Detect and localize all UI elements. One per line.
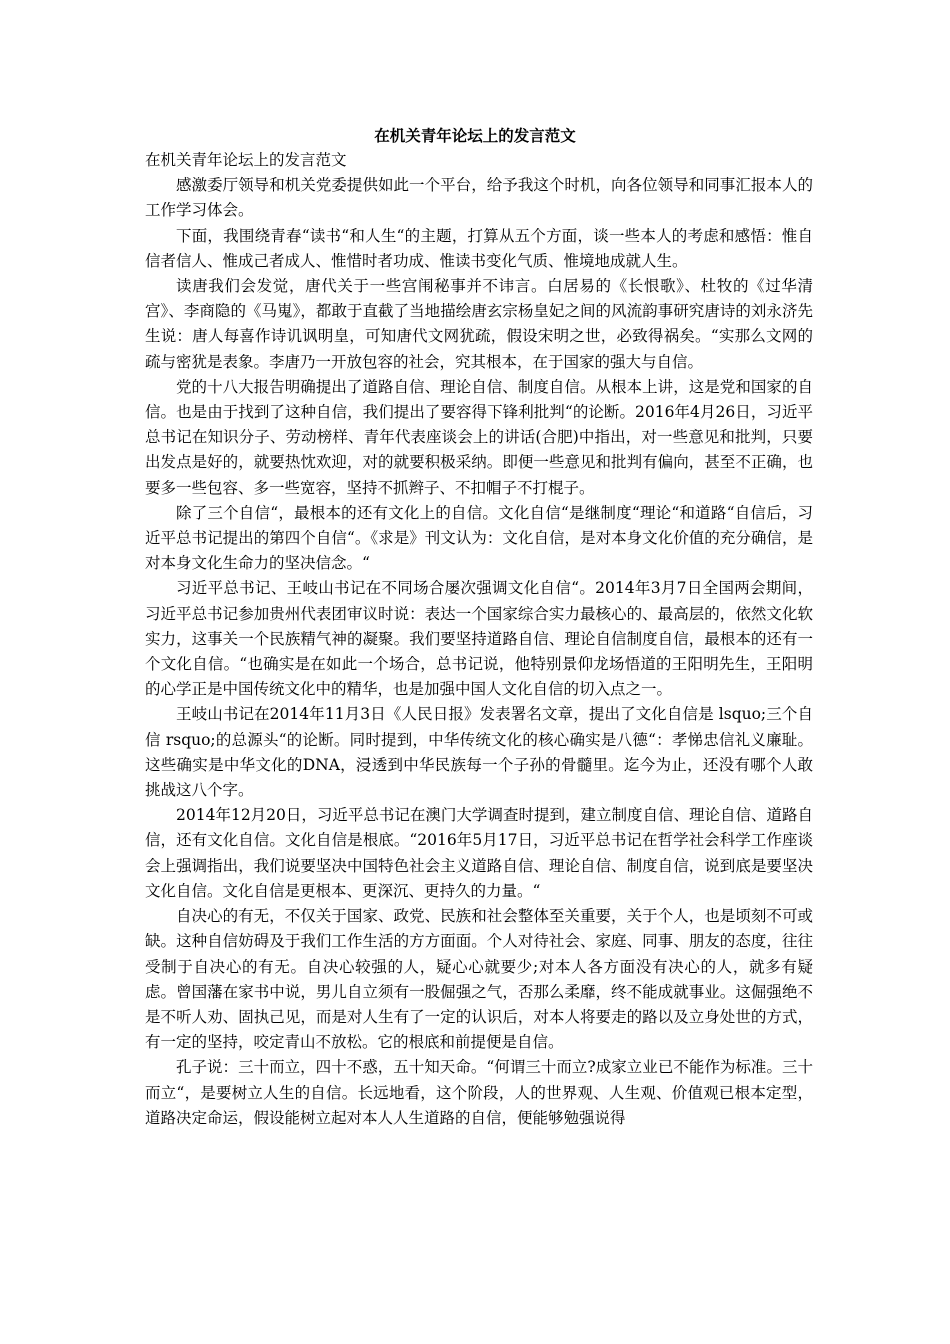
paragraph: 王岐山书记在2014年11月3日《人民日报》发表署名文章，提出了文化自信是 lsquo;三个自信 rsquo;的总源头“的论断。同时提到，中华传统文化的核心确实是八德“：孝悌忠信礼义廉耻。这些确实是中华文化的DNA，浸透到中华民族每一个子孙的骨髓里。迄今为止，还没有哪个人敢挑战这八个字。: [145, 705, 813, 800]
paragraph: 党的十八大报告明确提出了道路自信、理论自信、制度自信。从根本上讲，这是党和国家的自信。也是由于找到了这种自信，我们提出了要容得下锋利批判“的论断。2016年4月26日，习近平总书记在知识分子、劳动榜样、青年代表座谈会上的讲话(合肥)中指出，对一些意见和批判，只要出发点是好的，就要热忱欢迎，对的就要积极采纳。即便一些意见和批判有偏向，甚至不正确，也要多一些包容、多一些宽容，坚持不抓辫子、不扣帽子不打棍子。: [145, 377, 813, 497]
paragraph: 孔子说：三十而立，四十不惑，五十知天命。“何谓三十而立?成家立业已不能作为标准。三十而立“，是要树立人生的自信。长远地看，这个阶段，人的世界观、人生观、价值观已根本定型，道路决定命运，假设能树立起对本人人生道路的自信，便能够勉强说得: [145, 1058, 813, 1127]
paragraph: 读唐我们会发觉，唐代关于一些宫闱秘事并不讳言。白居易的《长恨歌》、杜牧的《过华清宫》、李商隐的《马嵬》，都敢于直截了当地描绘唐玄宗杨皇妃之间的风流韵事研究唐诗的刘永济先生说：唐人每喜作诗讥讽明皇，可知唐代文网犹疏，假设宋明之世，必致得祸矣。“实那么文网的疏与密犹是表象。李唐乃一开放包容的社会，究其根本，在于国家的强大与自信。: [145, 277, 813, 371]
document-subtitle: 在机关青年论坛上的发言范文: [145, 151, 347, 169]
paragraph: 2014年12月20日，习近平总书记在澳门大学调查时提到，建立制度自信、理论自信、道路自信，还有文化自信。文化自信是根底。“2016年5月17日，习近平总书记在哲学社会科学工作座谈会上强调指出，我们说要坚决中国特色社会主义道路自信、理论自信、制度自信，说到底是要坚决文化自信。文化自信是更根本、更深沉、更持久的力量。“: [145, 806, 813, 900]
document-title: 在机关青年论坛上的发言范文: [374, 126, 576, 145]
paragraph: 感激委厅领导和机关党委提供如此一个平台，给予我这个时机，向各位领导和同事汇报本人的工作学习体会。: [145, 176, 813, 220]
paragraph: 习近平总书记、王岐山书记在不同场合屡次强调文化自信“。2014年3月7日全国两会期间，习近平总书记参加贵州代表团审议时说：表达一个国家综合实力最核心的、最高层的，依然文化软实力，这事关一个民族精气神的凝聚。我们要坚持道路自信、理论自信制度自信，最根本的还有一个文化自信。“也确实是在如此一个场合，总书记说，他特别景仰龙场悟道的王阳明先生，王阳明的心学正是中国传统文化中的精华，也是加强中国人文化自信的切入点之一。: [145, 579, 813, 699]
document-body: [145, 148, 813, 1131]
paragraph: 自决心的有无，不仅关于国家、政党、民族和社会整体至关重要，关于个人，也是顷刻不可或缺。这种自信妨碍及于我们工作生活的方方面面。个人对待社会、家庭、同事、朋友的态度，往往受制于自决心的有无。自决心较强的人，疑心心就要少;对本人各方面没有决心的人，就多有疑虑。曾国藩在家书中说，男儿自立须有一股倔强之气，否那么柔靡，终不能成就事业。这倔强绝不是不听人劝、固执己见，而是对人生有了一定的认识后，对本人将要走的路以及立身处世的方式，有一定的坚持，咬定青山不放松。它的根底和前提便是自信。: [145, 907, 813, 1052]
paragraph: 除了三个自信“，最根本的还有文化上的自信。文化自信“是继制度“理论“和道路“自信后，习近平总书记提出的第四个自信“。《求是》刊文认为：文化自信，是对本身文化价值的充分确信，是对本身文化生命力的坚决信念。“: [145, 503, 813, 573]
paragraph: 下面，我围绕青春“读书“和人生“的主题，打算从五个方面，谈一些本人的考虑和感悟：惟自信者信人、惟成己者成人、惟惜时者功成、惟读书变化气质、惟境地成就人生。: [145, 226, 813, 270]
